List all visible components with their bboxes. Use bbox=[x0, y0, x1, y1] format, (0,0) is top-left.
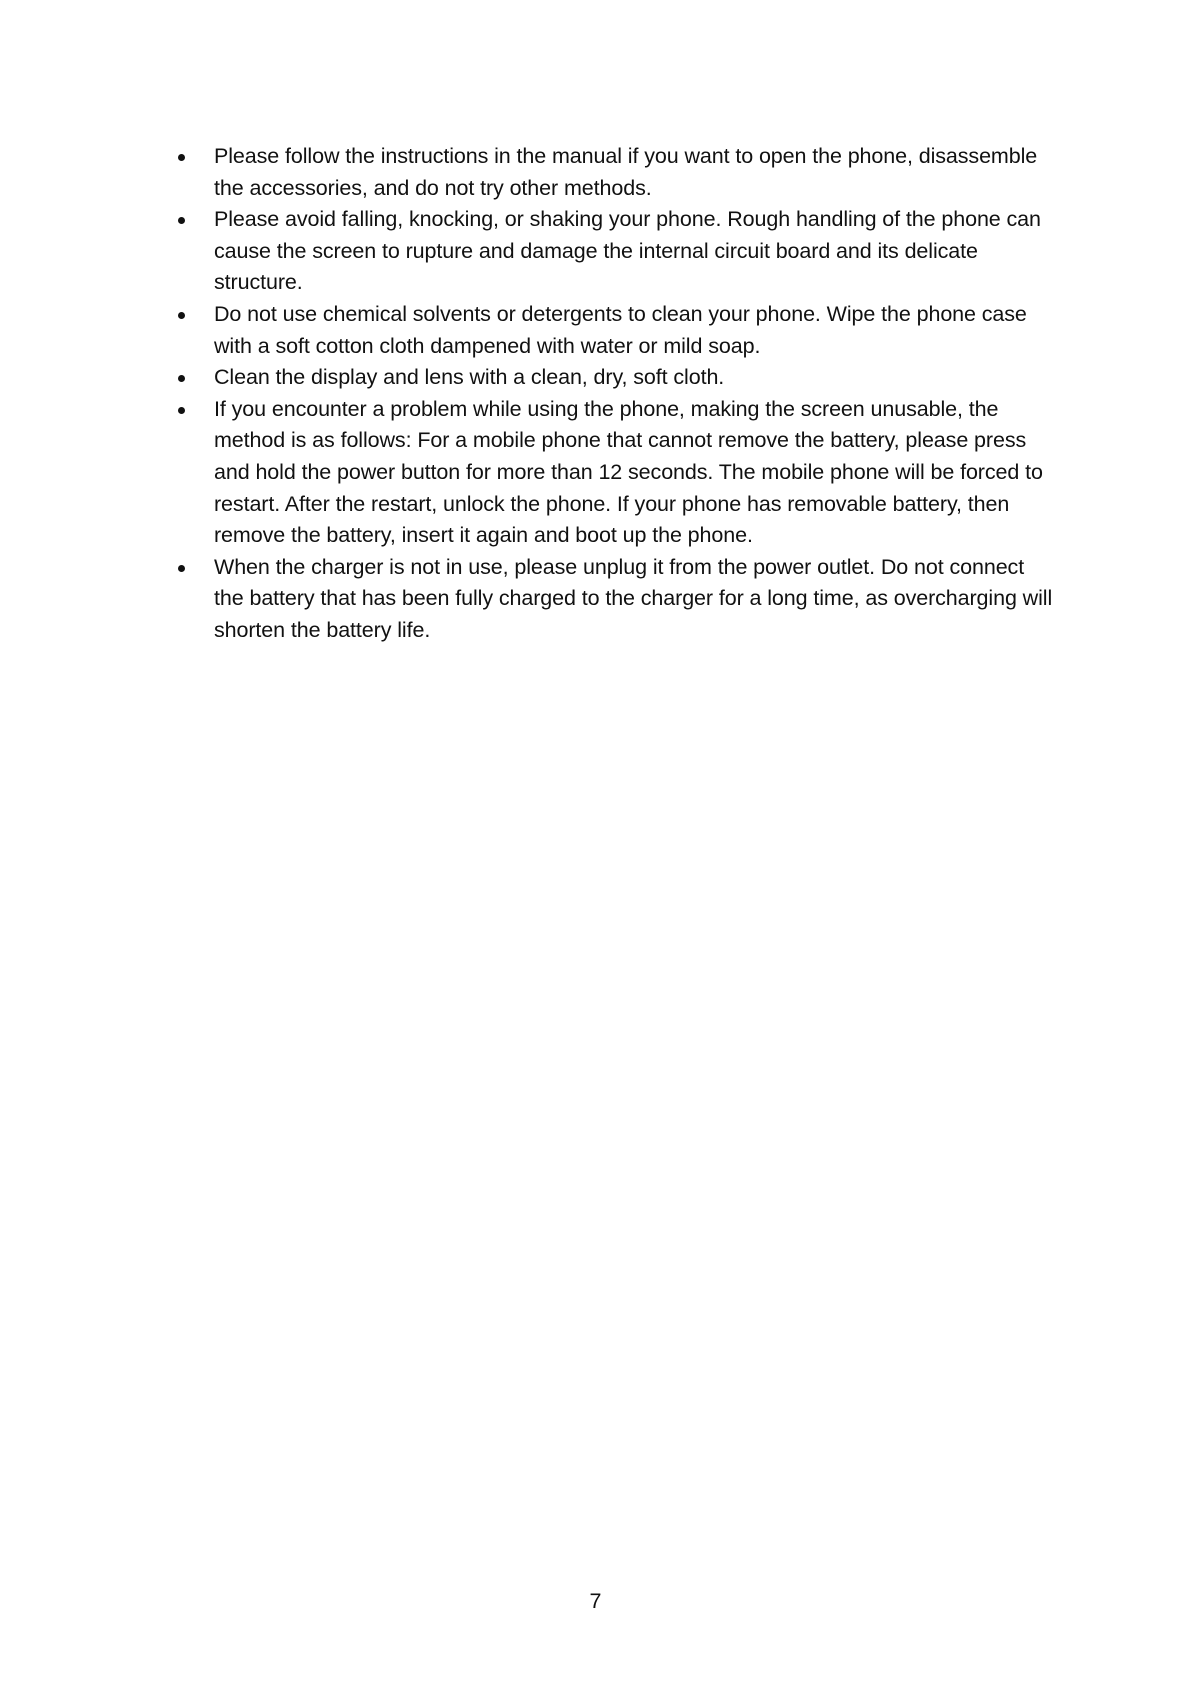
bullet-icon bbox=[178, 217, 185, 224]
list-item-text: Do not use chemical solvents or detergents to clean your phone. Wipe the phone case with a soft cotton cloth dampened with water or mild soap. bbox=[214, 301, 1027, 358]
bullet-icon bbox=[178, 375, 185, 382]
list-item bbox=[178, 552, 1058, 647]
list-item-text: Clean the display and lens with a clean, dry, soft cloth. bbox=[214, 365, 725, 390]
bullet-icon bbox=[178, 312, 185, 319]
bullet-icon bbox=[178, 565, 185, 572]
list-item bbox=[178, 299, 1058, 362]
list-item bbox=[178, 141, 1058, 204]
list-item-text: If you encounter a problem while using the phone, making the screen unusable, the method is as follows: For a mobile phone that cannot remove the battery, please press and hold the power button for more than 12 seconds. The mobile phone will be forced to restart. After the restart, unlock the phone. If your phone has removable battery, then remove the battery, insert it again and boot up the phone. bbox=[214, 396, 1043, 548]
list-item bbox=[178, 362, 1058, 394]
page-number: 7 bbox=[589, 1589, 602, 1613]
bullet-icon bbox=[178, 407, 185, 414]
list-item-text: When the charger is not in use, please unplug it from the power outlet. Do not connect the battery that has been fully charged to the charger for a long time, as overcharging will shorten the battery life. bbox=[214, 554, 1053, 642]
care-instructions-list bbox=[178, 141, 1058, 647]
list-item bbox=[178, 204, 1058, 299]
list-item-text: Please avoid falling, knocking, or shaking your phone. Rough handling of the phone can cause the screen to rupture and damage the internal circuit board and its delicate structure. bbox=[214, 207, 1041, 295]
list-item bbox=[178, 394, 1058, 552]
bullet-icon bbox=[178, 154, 185, 161]
list-item-text: Please follow the instructions in the manual if you want to open the phone, disassemble the accessories, and do not try other methods. bbox=[214, 144, 1038, 200]
